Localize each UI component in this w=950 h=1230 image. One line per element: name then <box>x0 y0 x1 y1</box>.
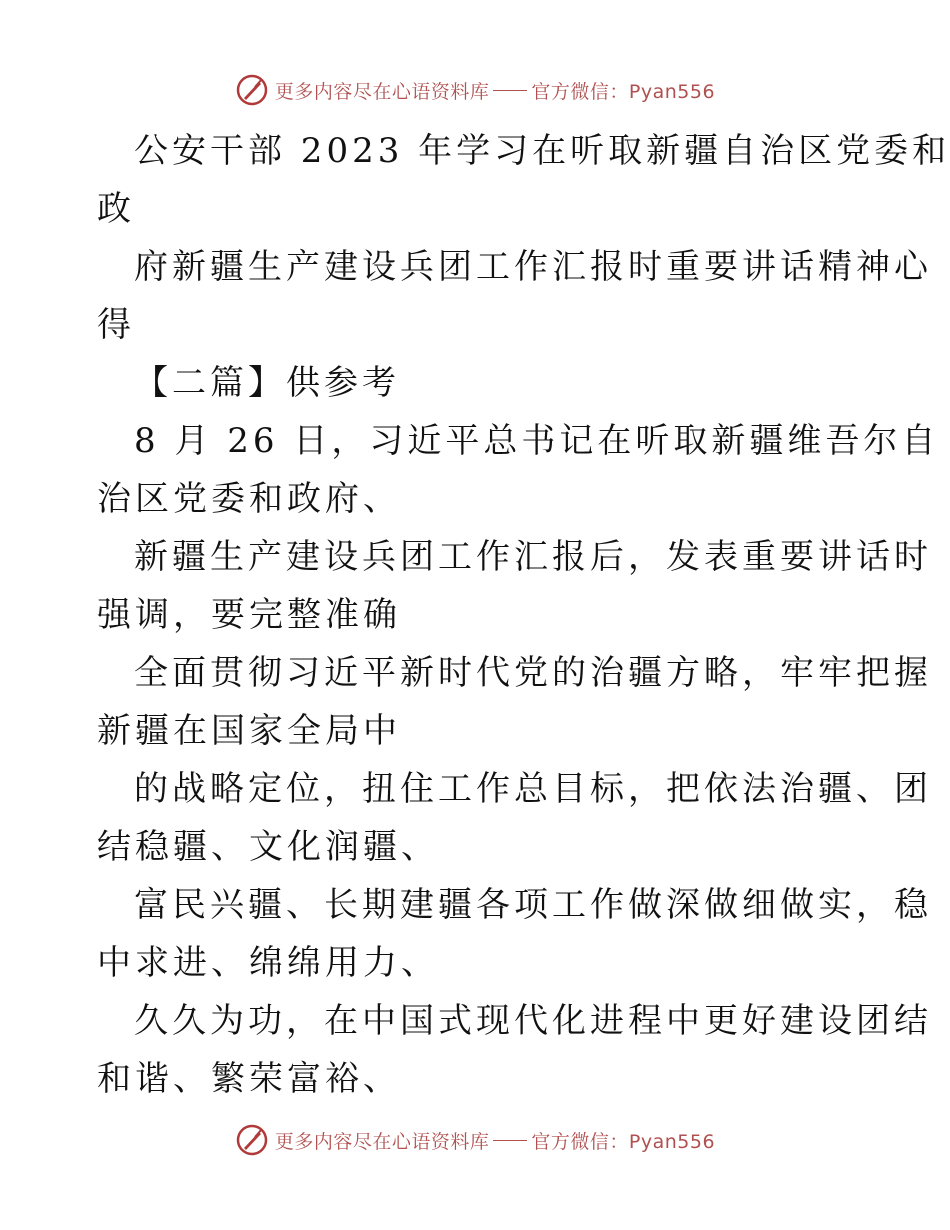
watermark-main-text: 更多内容尽在心语资料库 <box>274 80 490 103</box>
quill-logo-icon <box>235 73 269 107</box>
watermark-main-text: 更多内容尽在心语资料库 <box>274 1130 490 1153</box>
title-line-2: 政 <box>97 189 135 229</box>
paragraph <box>0 644 950 760</box>
quill-logo-icon <box>235 1123 269 1157</box>
paragraph-line: 强调，要完整准确 <box>97 595 401 635</box>
watermark-divider <box>493 1140 527 1141</box>
paragraph-line: 结稳疆、文化润疆、 <box>97 827 439 867</box>
title-line-3: 府新疆生产建设兵团工作汇报时重要讲话精神心 <box>134 247 932 287</box>
paragraph-line: 富民兴疆、长期建疆各项工作做深做细做实，稳 <box>134 885 932 925</box>
subheading: 【二篇】供参考 <box>134 363 400 403</box>
watermark-contact-text: 官方微信：Pyan556 <box>531 1130 716 1153</box>
paragraph-line: 8 月 26 日，习近平总书记在听取新疆维吾尔自 <box>134 421 940 461</box>
footer-watermark <box>0 1120 950 1160</box>
paragraph-line: 和谐、繁荣富裕、 <box>97 1059 401 1099</box>
paragraph-line: 全面贯彻习近平新时代党的治疆方略，牢牢把握 <box>134 653 932 693</box>
paragraph-line: 的战略定位，扭住工作总目标，把依法治疆、团 <box>134 769 932 809</box>
paragraph-line: 新疆在国家全局中 <box>97 711 401 751</box>
paragraph <box>0 992 950 1108</box>
header-watermark <box>0 70 950 110</box>
watermark-contact-text: 官方微信：Pyan556 <box>531 80 716 103</box>
document-body <box>0 122 950 1108</box>
title-line-4: 得 <box>97 305 135 345</box>
document-title <box>0 122 950 238</box>
paragraph <box>0 760 950 876</box>
paragraph <box>0 876 950 992</box>
paragraph-line: 久久为功，在中国式现代化进程中更好建设团结 <box>134 1001 932 1041</box>
paragraph-line: 治区党委和政府、 <box>97 479 401 519</box>
document-title-cont <box>0 238 950 354</box>
title-line-1: 公安干部 2023 年学习在听取新疆自治区党委和 <box>134 131 950 171</box>
watermark-divider <box>493 90 527 91</box>
paragraph <box>0 412 950 528</box>
paragraph-line: 中求进、绵绵用力、 <box>97 943 439 983</box>
paragraph <box>0 528 950 644</box>
paragraph-line: 新疆生产建设兵团工作汇报后，发表重要讲话时 <box>134 537 932 577</box>
